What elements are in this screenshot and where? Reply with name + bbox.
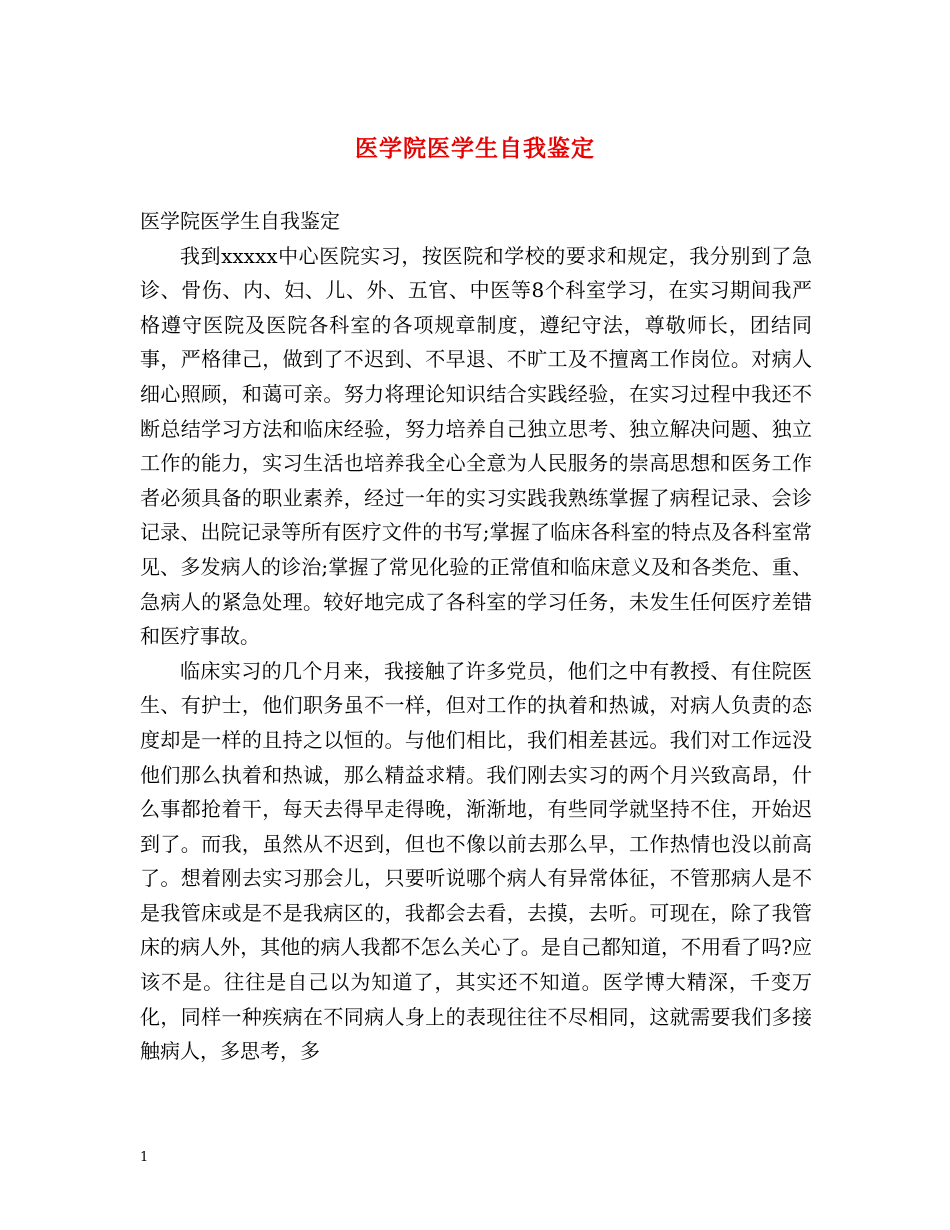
paragraph-1: 我到xxxxx中心医院实习，按医院和学校的要求和规定，我分别到了急诊、骨伤、内、妇、儿、外、五官、中医等8个科室学习，在实习期间我严格遵守医院及医院各科室的各项规章制度，遵纪守法，尊敬师长，团结同事，严格律己，做到了不迟到、不早退、不旷工及不擅离工作岗位。对病人细心照顾，和蔼可亲。努力将理论知识结合实践经验，在实习过程中我还不断总结学习方法和临床经验，努力培养自己独立思考、独立解决问题、独立工作的能力，实习生活也培养我全心全意为人民服务的崇高思想和医务工作者必须具备的职业素养，经过一年的实习实践我熟练掌握了病程记录、会诊记录、出院记录等所有医疗文件的书写;掌握了临床各科室的特点及各科室常见、多发病人的诊治;掌握了常见化验的正常值和临床意义及和各类危、重、急病人的紧急处理。较好地完成了各科室的学习任务，未发生任何医疗差错和医疗事故。	[140, 243, 812, 649]
paragraph-2: 临床实习的几个月来，我接触了许多党员，他们之中有教授、有住院医生、有护士，他们职务虽不一样，但对工作的执着和热诚，对病人负责的态度却是一样的且持之以恒的。与他们相比，我们相差甚远。我们对工作远没他们那么执着和热诚，那么精益求精。我们刚去实习的两个月兴致高昂，什么事都抢着干，每天去得早走得晚，渐渐地，有些同学就坚持不住，开始迟到了。而我，虽然从不迟到，但也不像以前去那么早，工作热情也没以前高了。想着刚去实习那会儿，只要听说哪个病人有异常体征，不管那病人是不是我管床或是不是我病区的，我都会去看，去摸，去听。可现在，除了我管床的病人外，其他的病人我都不怎么关心了。是自己都知道，不用看了吗?应该不是。往往是自己以为知道了，其实还不知道。医学博大精深，千变万化，同样一种疾病在不同病人身上的表现往往不尽相同，这就需要我们多接触病人，多思考，多	[140, 658, 812, 1064]
page-number: 1	[140, 1150, 149, 1165]
document-subtitle: 医学院医学生自我鉴定	[140, 209, 340, 233]
document-body	[140, 204, 812, 1069]
document-title: 医学院医学生自我鉴定	[355, 135, 595, 162]
